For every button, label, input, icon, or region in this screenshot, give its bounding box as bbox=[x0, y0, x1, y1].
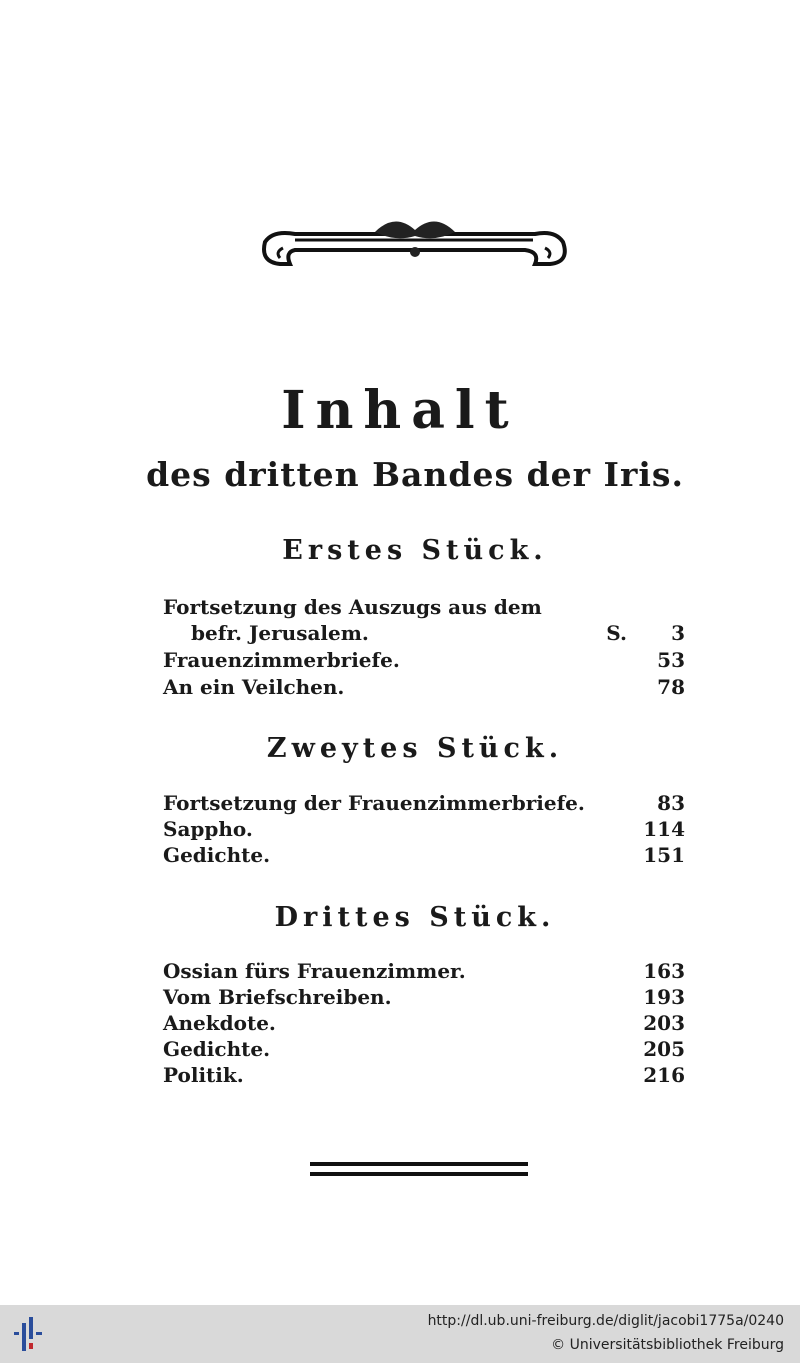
toc-entry bbox=[163, 1010, 685, 1036]
toc-entry bbox=[163, 842, 685, 868]
toc-entry bbox=[163, 1062, 685, 1088]
toc-entry-label: befr. Jerusalem. bbox=[191, 621, 369, 645]
toc-entry-label: Ossian fürs Frauenzimmer. bbox=[163, 959, 466, 983]
toc-entry-page: 53 bbox=[657, 648, 685, 672]
toc-entry-label: Frauenzimmerbriefe. bbox=[163, 648, 400, 672]
toc-entry-page: 114 bbox=[643, 817, 685, 841]
section-heading-2: Zweytes Stück. bbox=[266, 733, 564, 764]
toc-entry bbox=[163, 1036, 685, 1062]
toc-entry-page: 78 bbox=[657, 675, 685, 699]
section-heading-1: Erstes Stück. bbox=[282, 535, 548, 566]
toc-entry-label: An ein Veilchen. bbox=[163, 675, 345, 699]
decorative-vignette bbox=[255, 212, 573, 274]
toc-entry-label: Fortsetzung des Auszugs aus dem bbox=[163, 595, 542, 619]
toc-entry bbox=[163, 674, 685, 700]
toc-entry-page: 151 bbox=[643, 843, 685, 867]
toc-entry bbox=[163, 594, 685, 620]
library-logo-icon[interactable] bbox=[10, 1315, 50, 1355]
toc-entry bbox=[163, 816, 685, 842]
toc-entry-label: Vom Briefschreiben. bbox=[163, 985, 392, 1009]
toc-entry-page: 3 bbox=[671, 621, 685, 645]
toc-entry bbox=[163, 958, 685, 984]
page-subtitle: des dritten Bandes der Iris. bbox=[146, 455, 684, 494]
section-heading-3: Drittes Stück. bbox=[274, 902, 556, 933]
viewer-footer bbox=[0, 1305, 800, 1363]
toc-entry-label: Sappho. bbox=[163, 817, 253, 841]
toc-entry bbox=[163, 647, 685, 673]
toc-entry-page: 163 bbox=[643, 959, 685, 983]
toc-entry-label: Anekdote. bbox=[163, 1011, 276, 1035]
toc-entry bbox=[163, 984, 685, 1010]
toc-entry bbox=[163, 620, 685, 646]
copyright-text: © Universitätsbibliothek Freiburg bbox=[551, 1337, 784, 1353]
toc-entry-page: 205 bbox=[643, 1037, 685, 1061]
toc-entry bbox=[163, 790, 685, 816]
toc-entry-page: 203 bbox=[643, 1011, 685, 1035]
toc-entry-page: 83 bbox=[657, 791, 685, 815]
permalink-link[interactable]: http://dl.ub.uni-freiburg.de/diglit/jacobi1775a/0240 bbox=[427, 1313, 784, 1329]
closing-rule-top bbox=[310, 1162, 528, 1166]
toc-entry-label: Gedichte. bbox=[163, 843, 271, 867]
page-prefix: S. bbox=[606, 621, 627, 645]
toc-entry-page: 193 bbox=[643, 985, 685, 1009]
toc-entry-page: 216 bbox=[643, 1063, 685, 1087]
toc-entry-label: Politik. bbox=[163, 1063, 244, 1087]
toc-entry-label: Gedichte. bbox=[163, 1037, 271, 1061]
closing-rule-bottom bbox=[310, 1172, 528, 1176]
toc-entry-label: Fortsetzung der Frauenzimmerbriefe. bbox=[163, 791, 585, 815]
page-title: Inhalt bbox=[281, 380, 519, 441]
